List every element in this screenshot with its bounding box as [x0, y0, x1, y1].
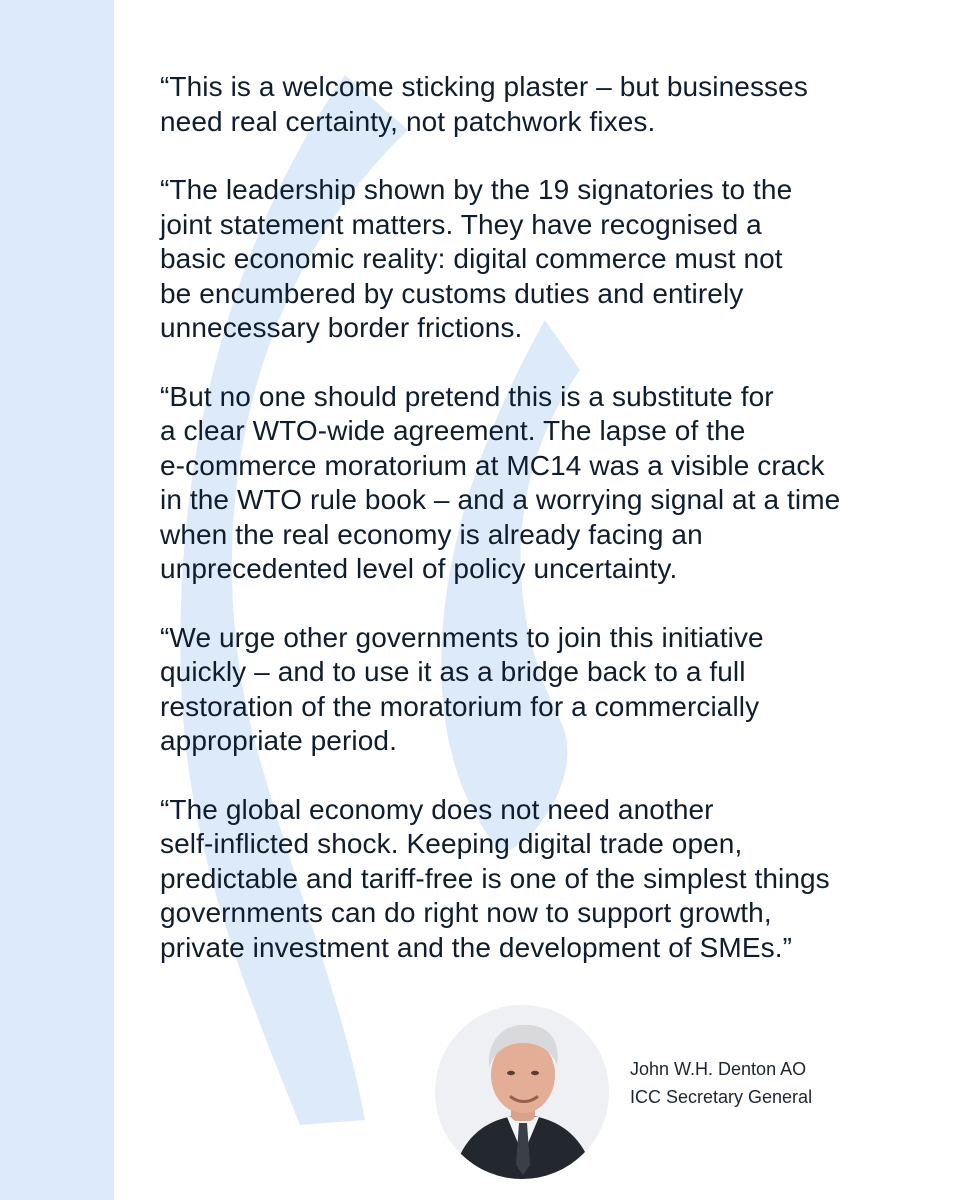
quote-paragraph: “The leadership shown by the 19 signatories to the joint statement matters. They have recognised a basic economic reality: digital commerce must not be encumbered by customs duties and entirely unnecessary border frictions.	[160, 174, 793, 343]
quote-paragraph: “The global economy does not need another self-inflicted shock. Keeping digital trade open, predictable and tariff-free is one of the simplest things governments can do right now to support growth, private investment and the development of SMEs.”	[160, 793, 830, 963]
attribution	[630, 1055, 812, 1111]
quote-block	[160, 70, 930, 999]
quote-paragraph: “We urge other governments to join this initiative quickly – and to use it as a bridge back to a full restoration of the moratorium for a commercially appropriate period.	[160, 621, 764, 756]
speaker-name: John W.H. Denton AO	[630, 1059, 807, 1079]
speaker-portrait	[435, 1005, 609, 1179]
quote-paragraph: “But no one should pretend this is a substitute for a clear WTO-wide agreement. The lapse of the e-commerce moratorium at MC14 was a visible crack in the WTO rule book – and a worrying signal at a time when the real economy is already facing an unprecedented level of policy uncertainty.	[160, 380, 841, 584]
speaker-title: ICC Secretary General	[630, 1087, 813, 1107]
quote-paragraph: “This is a welcome sticking plaster – but businesses need real certainty, not patchwork fixes.	[160, 71, 808, 137]
person-photo-icon	[435, 1005, 609, 1179]
